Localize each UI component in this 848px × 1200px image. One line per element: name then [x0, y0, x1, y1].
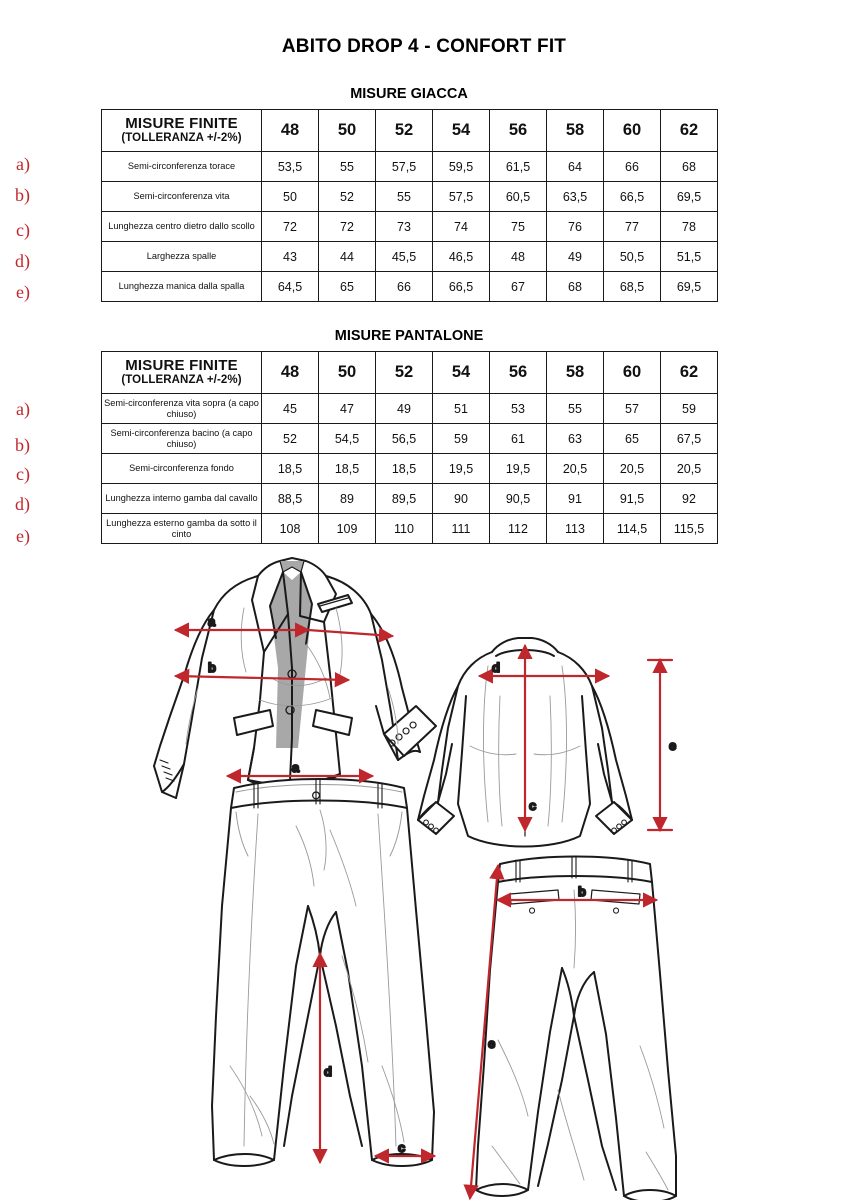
jacket-size-header-54: 54 [433, 110, 490, 152]
trousers-cell-e-50: 109 [319, 514, 376, 544]
marker-label-sleeve-length: e [669, 738, 677, 753]
trousers-size-header-48: 48 [262, 352, 319, 394]
trousers-cell-c-48: 18,5 [262, 454, 319, 484]
jacket-cell-a-50: 55 [319, 152, 376, 182]
trousers-cell-b-48: 52 [262, 424, 319, 454]
marker-label-jacket-chest: a [208, 614, 216, 629]
trousers-size-header-54: 54 [433, 352, 490, 394]
jacket-row-label-c: Lunghezza centro dietro dallo scollo [102, 212, 262, 242]
jacket-cell-c-54: 74 [433, 212, 490, 242]
trousers-cell-c-58: 20,5 [547, 454, 604, 484]
jacket-cell-b-58: 63,5 [547, 182, 604, 212]
trousers-cell-d-54: 90 [433, 484, 490, 514]
jacket-cell-a-60: 66 [604, 152, 661, 182]
jacket-cell-c-52: 73 [376, 212, 433, 242]
jacket-row-letter-b: b) [15, 185, 30, 205]
trousers-size-header-62: 62 [661, 352, 718, 394]
jacket-measurements-section [101, 86, 717, 302]
jacket-header-line2: (TOLLERANZA +/-2%) [121, 132, 242, 145]
trousers-cell-c-54: 19,5 [433, 454, 490, 484]
trousers-cell-b-58: 63 [547, 424, 604, 454]
trousers-back-view [476, 856, 676, 1200]
jacket-cell-e-54: 66,5 [433, 272, 490, 302]
jacket-cell-e-58: 68 [547, 272, 604, 302]
jacket-cell-d-54: 46,5 [433, 242, 490, 272]
trousers-cell-e-58: 113 [547, 514, 604, 544]
trousers-measurements-section [101, 328, 717, 544]
trousers-front-view [212, 779, 434, 1166]
jacket-size-header-48: 48 [262, 110, 319, 152]
jacket-size-header-58: 58 [547, 110, 604, 152]
trousers-cell-d-52: 89,5 [376, 484, 433, 514]
table-row [102, 394, 718, 424]
trousers-cell-b-52: 56,5 [376, 424, 433, 454]
jacket-cell-a-54: 59,5 [433, 152, 490, 182]
marker-label-leg-opening: c [398, 1140, 406, 1155]
jacket-cell-a-52: 57,5 [376, 152, 433, 182]
trousers-row-letter-b: b) [15, 435, 30, 455]
trousers-size-header-50: 50 [319, 352, 376, 394]
marker-label-inseam: d [324, 1064, 332, 1079]
jacket-size-header-56: 56 [490, 110, 547, 152]
trousers-cell-d-50: 89 [319, 484, 376, 514]
jacket-cell-c-58: 76 [547, 212, 604, 242]
trousers-cell-c-52: 18,5 [376, 454, 433, 484]
trousers-cell-c-50: 18,5 [319, 454, 376, 484]
trousers-size-header-52: 52 [376, 352, 433, 394]
jacket-cell-c-62: 78 [661, 212, 718, 242]
marker-label-outseam: e [488, 1036, 496, 1051]
jacket-cell-b-54: 57,5 [433, 182, 490, 212]
jacket-header-line1: MISURE FINITE [125, 114, 238, 132]
jacket-cell-d-50: 44 [319, 242, 376, 272]
garment-technical-drawings [140, 548, 710, 1155]
trousers-back-markers [470, 866, 656, 1198]
trousers-cell-e-48: 108 [262, 514, 319, 544]
trousers-row-letter-a: a) [16, 399, 30, 419]
trousers-cell-e-60: 114,5 [604, 514, 661, 544]
trousers-cell-e-52: 110 [376, 514, 433, 544]
jacket-row-letter-c: c) [16, 220, 30, 240]
jacket-row-letter-e: e) [16, 282, 30, 302]
trousers-cell-c-62: 20,5 [661, 454, 718, 484]
jacket-cell-d-56: 48 [490, 242, 547, 272]
trousers-row-label-a: Semi-circonferenza vita sopra (a capo chiuso) [102, 394, 262, 424]
table-row [102, 242, 718, 272]
jacket-row-label-d: Larghezza spalle [102, 242, 262, 272]
jacket-cell-e-50: 65 [319, 272, 376, 302]
jacket-cell-d-48: 43 [262, 242, 319, 272]
jacket-cell-a-48: 53,5 [262, 152, 319, 182]
trousers-cell-c-56: 19,5 [490, 454, 547, 484]
table-row [102, 272, 718, 302]
jacket-row-letter-d: d) [15, 251, 30, 271]
trousers-header-line2: (TOLLERANZA +/-2%) [121, 374, 242, 387]
jacket-cell-b-48: 50 [262, 182, 319, 212]
marker-label-jacket-waist: b [208, 660, 216, 675]
table-row [102, 514, 718, 544]
jacket-back-markers [480, 646, 672, 830]
table-row [102, 182, 718, 212]
trousers-cell-b-60: 65 [604, 424, 661, 454]
trousers-cell-d-58: 91 [547, 484, 604, 514]
trousers-cell-a-58: 55 [547, 394, 604, 424]
trousers-front-markers [228, 776, 434, 1162]
trousers-row-label-c: Semi-circonferenza fondo [102, 454, 262, 484]
jacket-size-header-62: 62 [661, 110, 718, 152]
table-row [102, 424, 718, 454]
jacket-cell-d-60: 50,5 [604, 242, 661, 272]
trousers-cell-a-56: 53 [490, 394, 547, 424]
trousers-size-header-58: 58 [547, 352, 604, 394]
trousers-cell-a-50: 47 [319, 394, 376, 424]
marker-label-trouser-waist: a [292, 760, 300, 775]
trousers-cell-d-60: 91,5 [604, 484, 661, 514]
trousers-header-line1: MISURE FINITE [125, 356, 238, 374]
trousers-cell-d-48: 88,5 [262, 484, 319, 514]
jacket-size-table [101, 109, 718, 302]
trousers-header-measure-cell [102, 352, 262, 394]
jacket-cell-c-60: 77 [604, 212, 661, 242]
jacket-row-label-e: Lunghezza manica dalla spalla [102, 272, 262, 302]
jacket-table-header-row [102, 110, 718, 152]
jacket-row-label-b: Semi-circonferenza vita [102, 182, 262, 212]
page-title: ABITO DROP 4 - CONFORT FIT [281, 36, 567, 57]
trousers-row-letter-e: e) [16, 526, 30, 546]
jacket-cell-e-62: 69,5 [661, 272, 718, 302]
jacket-cell-b-50: 52 [319, 182, 376, 212]
jacket-cell-c-48: 72 [262, 212, 319, 242]
table-row [102, 484, 718, 514]
trousers-cell-e-54: 111 [433, 514, 490, 544]
trousers-row-label-b: Semi-circonferenza bacino (a capo chiuso) [102, 424, 262, 454]
jacket-cell-d-62: 51,5 [661, 242, 718, 272]
trousers-cell-e-62: 115,5 [661, 514, 718, 544]
jacket-row-label-a: Semi-circonferenza torace [102, 152, 262, 182]
jacket-cell-d-52: 45,5 [376, 242, 433, 272]
trousers-size-table [101, 351, 718, 544]
jacket-cell-e-56: 67 [490, 272, 547, 302]
trousers-cell-b-54: 59 [433, 424, 490, 454]
table-row [102, 212, 718, 242]
jacket-cell-e-60: 68,5 [604, 272, 661, 302]
jacket-cell-c-56: 75 [490, 212, 547, 242]
jacket-section-title: MISURE GIACCA [350, 86, 468, 102]
trousers-cell-b-56: 61 [490, 424, 547, 454]
jacket-cell-b-60: 66,5 [604, 182, 661, 212]
jacket-row-letter-a: a) [16, 154, 30, 174]
jacket-cell-a-56: 61,5 [490, 152, 547, 182]
trousers-cell-a-52: 49 [376, 394, 433, 424]
marker-label-hip-width: b [578, 884, 586, 899]
trousers-table-header-row [102, 352, 718, 394]
trousers-row-label-e: Lunghezza esterno gamba da sotto il cinto [102, 514, 262, 544]
jacket-cell-a-58: 64 [547, 152, 604, 182]
jacket-cell-d-58: 49 [547, 242, 604, 272]
jacket-size-header-50: 50 [319, 110, 376, 152]
trousers-cell-a-54: 51 [433, 394, 490, 424]
trousers-row-letter-d: d) [15, 494, 30, 514]
jacket-cell-c-50: 72 [319, 212, 376, 242]
trousers-size-header-56: 56 [490, 352, 547, 394]
trousers-cell-b-50: 54,5 [319, 424, 376, 454]
trousers-cell-a-62: 59 [661, 394, 718, 424]
table-row [102, 152, 718, 182]
jacket-cell-e-52: 66 [376, 272, 433, 302]
trousers-cell-b-62: 67,5 [661, 424, 718, 454]
jacket-size-header-60: 60 [604, 110, 661, 152]
table-row [102, 454, 718, 484]
jacket-cell-e-48: 64,5 [262, 272, 319, 302]
trousers-row-letter-c: c) [16, 464, 30, 484]
trousers-cell-d-56: 90,5 [490, 484, 547, 514]
jacket-cell-a-62: 68 [661, 152, 718, 182]
jacket-cell-b-56: 60,5 [490, 182, 547, 212]
jacket-cell-b-62: 69,5 [661, 182, 718, 212]
trousers-cell-e-56: 112 [490, 514, 547, 544]
trousers-cell-d-62: 92 [661, 484, 718, 514]
trousers-cell-c-60: 20,5 [604, 454, 661, 484]
trousers-section-title: MISURE PANTALONE [334, 328, 484, 344]
trousers-size-header-60: 60 [604, 352, 661, 394]
trousers-cell-a-48: 45 [262, 394, 319, 424]
marker-label-back-length: c [529, 798, 537, 813]
trousers-cell-a-60: 57 [604, 394, 661, 424]
jacket-header-measure-cell [102, 110, 262, 152]
trousers-row-label-d: Lunghezza interno gamba dal cavallo [102, 484, 262, 514]
jacket-cell-b-52: 55 [376, 182, 433, 212]
jacket-size-header-52: 52 [376, 110, 433, 152]
marker-label-shoulder-width: d [492, 660, 500, 675]
